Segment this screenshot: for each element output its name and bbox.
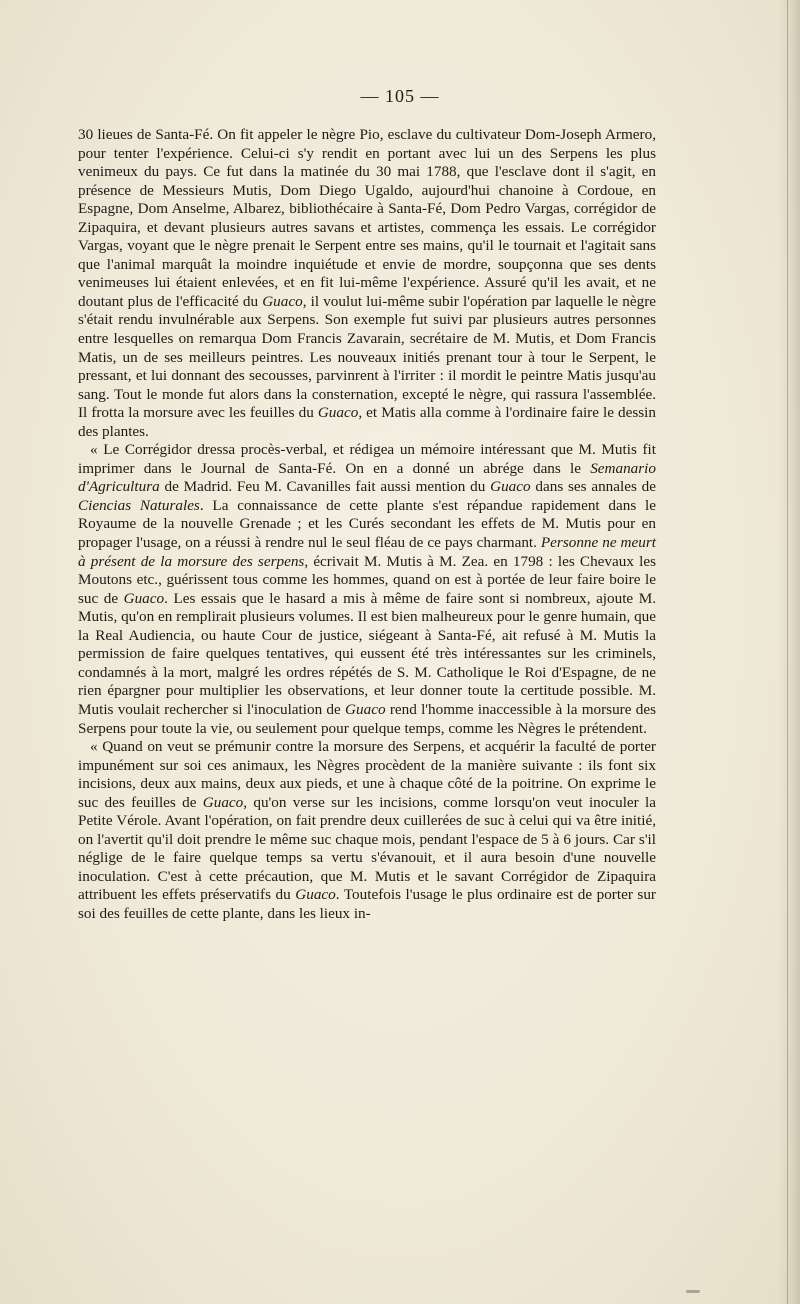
body-text — [78, 126, 656, 924]
paragraph — [78, 738, 656, 923]
italic-term: Guaco — [317, 404, 359, 422]
italic-term: Guaco — [295, 886, 336, 904]
italic-term: Personne ne meurt à présent de la morsure des serpens — [78, 534, 656, 570]
text-run: de Madrid. Feu M. Cavanilles fait aussi mention du — [159, 478, 491, 496]
text-run: , il voulut lui-même subir l'opération par laquelle le nègre s'était rendu invulnérable aux Serpens. Son exemple fut suivi par plusieurs autres personnes entre lesquelles on remarqua Dom Francis Zavarain, secrétaire de M. Mutis, et Dom Francis Matis, un de ses meilleurs peintres. Les nouveaux initiés prenant tour à tour le Serpent, le pressant, et lui donnant des secousses, parvinrent à l'irriter : il mordit le peintre Matis jusqu'au sang. Tout le monde fut alors dans la consternation, excepté le nègre, qui rassura l'assemblée. Il frotta la morsure avec les feuilles du — [78, 292, 656, 422]
text-run: . Toutefois l'usage le plus ordinaire est de porter sur soi des feuilles de cette plante, dans les lieux in- — [78, 886, 656, 922]
italic-term: Guaco — [262, 292, 303, 310]
page-number: — 105 — — [360, 86, 440, 106]
text-run: , qu'on verse sur les incisions, comme lorsqu'on veut inoculer la Petite Vérole. Avant l'opération, on fait prendre deux cuillerées de suc à celui qui va être initié, on l'avertit qu'il doit prendre le même suc chaque mois, pendant l'espace de 5 à 6 jours. Car s'il néglige de le faire quelque temps sa vertu s'évanouit, et il aura besoin d'une nouvelle inoculation. C'est à cette précaution, que M. Mutis et le savant Corrégidor de Zipaquira attribuent les effets préservatifs du — [78, 793, 656, 904]
page-edge-line — [787, 0, 788, 1304]
italic-term: Guaco — [345, 700, 386, 718]
text-run: 30 lieues de Santa-Fé. On fit appeler le nègre Pio, esclave du cultivateur Dom-Joseph Armero, pour tenter l'expérience. Celui-ci s'y rendit en portant avec lui un des Serpens les plus venimeux du pays. Ce fut dans la matinée du 30 mai 1788, que l'esclave dont il s'agit, en présence de Messieurs Mutis, Dom Diego Ugaldo, aujourd'hui chanoine à Cordoue, en Espagne, Dom Anselme, Albarez, bibliothécaire à Santa-Fé, Dom Pedro Vargas, corrégidor de Zipaquira, et devant plusieurs autres savans et artistes, commença les essais. Le corrégidor Vargas, voyant que le nègre prenait le Serpent entre ses mains, qu'il le tournait et l'agitait sans que l'animal marquât la moindre inquiétude et envie de mordre, soupçonna que ses dents venimeuses lui étaient enlevées, et en fit lui-même l'expérience. Assuré qu'il les avait, et ne doutant plus de l'efficacité du — [78, 126, 656, 310]
page-edge-shadow — [778, 0, 800, 1304]
text-run: . Les essais que le hasard a mis à même de faire sont si nombreux, ajoute M. Mutis, qu'on en remplirait plusieurs volumes. Il est bien malheureux pour le genre humain, que la Real Audiencia, ou haute Cour de justice, siégeant à Santa-Fé, ait refusé à M. Mutis la permission de faire quelques tentatives, qui eussent été très intéressantes sur les criminels, condamnés à la mort, malgré les ordres répétés de S. M. Catholique le Roi d'Espagne, de ne rien épargner pour multiplier les observations, et leur donner toute la certitude possible. M. Mutis voulait rechercher si l'inoculation de — [78, 589, 656, 718]
text-run: , et Matis alla comme à l'ordinaire faire le dessin des plantes. — [78, 404, 656, 440]
italic-term: Guaco — [202, 793, 244, 811]
text-run: dans ses annales de — [530, 478, 656, 496]
ink-speck — [686, 1290, 700, 1293]
paragraph — [78, 126, 656, 441]
text-run: , écrivait M. Mutis à M. Zea. en 1798 : les Chevaux les Moutons etc., guérissent tous comme les hommes, quand on est à portée de leur faire boire le suc de — [78, 552, 656, 607]
text-run: rend l'homme inaccessible à la morsure des Serpens pour toute la vie, ou seulement pour quelque temps, comme les Nègres le prétendent. — [78, 700, 656, 737]
paragraph — [78, 441, 656, 738]
italic-term: Ciencias Naturales — [78, 496, 200, 514]
italic-term: Guaco — [490, 478, 531, 496]
text-run: « Quand on veut se prémunir contre la morsure des Serpens, et acquérir la faculté de porter impunément sur soi ces animaux, les Nègres procèdent de la manière suivante : ils font six incisions, deux aux mains, deux aux pieds, et une à chaque côté de la poitrine. On exprime le suc des feuilles de — [78, 738, 656, 811]
text-run: « Le Corrégidor dressa procès-verbal, et rédigea un mémoire intéressant que M. Mutis fit imprimer dans le Journal de Santa-Fé. On en a donné un abrége dans le — [78, 441, 656, 477]
italic-term: Semanario d'Agricultura — [78, 459, 656, 496]
text-run: . La connaissance de cette plante s'est répandue rapidement dans le Royaume de la nouvelle Grenade ; et les Curés secondant les effets de M. Mutis pour en propager l'usage, on a réussi à rendre nul le seul fléau de ce pays charmant. — [78, 496, 656, 552]
italic-term: Guaco — [123, 589, 165, 607]
